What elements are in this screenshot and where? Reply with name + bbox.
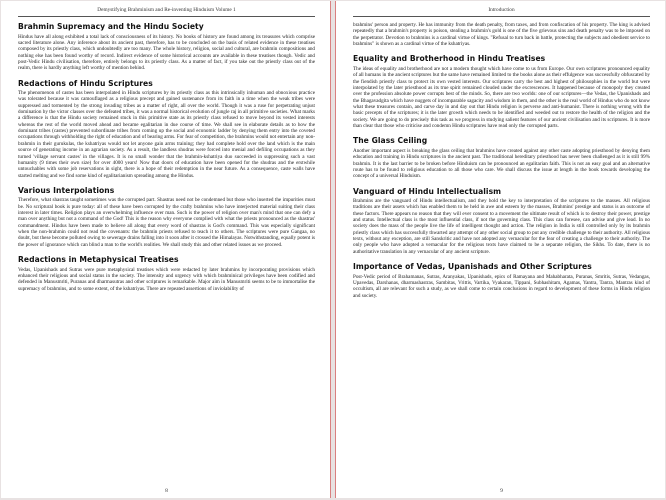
section-heading: Various Interpolations xyxy=(18,185,115,195)
body-paragraph: Post-Vedic period of Brahamanas, Sutras, Aranyakas, Upanishads, epics of Ramayana and Mahabharata, Puranas, Smritis, Sutras, Vedangas, Upavedas, Darshanas, dharmashastras, Sambitas, Vrittis, Vartika, Vyakaran, Tippani, Subhashitam, Agamas, Yantra, Tantra, Mantras kind of occultism, all are relevant for such a study, as we shall come to certain conclusions in regard to development of these forms in Hindu religion and society. xyxy=(353,273,650,299)
page-content xyxy=(353,22,650,299)
page-content xyxy=(18,22,315,292)
section-heading: The Glass Ceiling xyxy=(353,136,428,146)
body-paragraph: The phenomenon of castes has been interpolated in Hindu scriptures by its priestly class as this intrinsically inhuman and obnoxious practice was tolerated because it was camouflaged as a religious precept and gained sustenance from its faith in a time when the weak tribes were suppressed and tormented by the strong invading tribes as a matter of right, all over the world. Though it was a ruse for perpetrating unjust domination by the victor classes over the defeated tribes, it was a normal historical evolution of jungle raj in all primitive societies. What marks a difference is that the Hindu society remained stuck in this primitive state as its priestly class refused to move beyond its vested interests whereas the rest of the world moved ahead and became egalitarian in due course of time. We shall see in elaborate details as to how the dominant tribes (castes) prevented subordinate tribes from coming up the social and economic ladder by denying them entry into the coveted occupations through withholding the right of education and of bearing arms. For fear of competition, the brahmins would not entertain any non-brahmin in their gurukulas, the kshatriyas would not let anyone gain arms training; they had complete hold over the land which is the main source of generating income in an agrarian society. As a result, the landless shudras were forced into menial and defiling occupations as they turned 'village servant castes' in the villages. It is no small wonder that the brahmin-kshatriya duo succeeded in suppressing such a vast humanity (9 times their own size) for over 4000 years! Now that doors of education have been opened for the shudras and the erstwhile untouchables with some job reservations in sight, there is a hope of their redemption in the near future. As a consequence, caste walls have started melting and we find some kind of egalitarianism spreading among the Hindus. xyxy=(18,90,315,179)
section-heading: Vanguard of Hindu Intellectualism xyxy=(353,186,502,196)
body-paragraph: Brahmins are the vanguard of Hindu intellectualism, and they hold the key to interpretation of the scriptures to the masses. All religious traditions are their assets which has enabled them to be held in awe and esteem by the masses, Brahmins' prestige and status is an outcome of these factors. There appears no reason that they will ever consent to a movement the ultimate result of which is to destroy their power, prestige and status. Intellectual class is the most influential class, if not the governing class. This class can foresee, can advise and give lead. In no society does the mass of the people live the life of intelligent thought and action. The religion in India is still controlled only by its brahmin priestly class which has successfully thwarted any attempt of any other social group to put any credible challenge to their authority. All religious texts, without any exception, are still Sanskritic and have not adopted any vernacular for the fear of creating a challenge to their authority. The only people who have adopted a vernacular for the religious texts have claimed to be a separate religion, the Sikhs. To date, there is no authoritative translation in any vernacular of any ancient scripture. xyxy=(353,198,650,255)
body-paragraph: The ideas of equality and brotherhood are not a modern thought which have come to us from Europe. Our own scriptures pronounced equality of all humans in the ancient scriptures but the same have remained limited to the books alone as their effulgence was successfully obfuscated by the fiendish priestly class to protect its own vested interests. Our scriptures carry the best and highest of philosophies in the world but were interpolated by the later priesthood as its true spirit remained clouded under the excrescences. It happened because of monopoly they created over the profession absolute power corrupts best of the minds. So, there are two worlds: one of our scriptures—the Vedas, the Upanishads and the Bhagavadgita which have nuggets of incomparable sagacity and wisdom in them, and the other is the real world of Hindus who do not know what these treasures contain, and carve day in and day out that Hindu religion is perverse and anti-humanist. There is nothing wrong with the basic precepts of the scriptures; it is the later growth which needs to be identified and weeded out to restore the health of the religion and the society. We are going to do precisely this task as we progress in studying salient features of our ancient civilisation and its scriptures. It is more than clear that those who criticise and condemn Hindu scriptures have read only the corrupted parts. xyxy=(353,65,650,129)
section-heading: Equality and Brotherhood in Hindu Treatises xyxy=(353,54,546,64)
right-page xyxy=(335,1,665,498)
running-head: Introduction xyxy=(353,1,650,17)
body-paragraph: Therefore, what shastras taught sometimes was the corrupted part. Shastras need not be condemned but those who inserted the impurities must be. No scriptural book is pure today: all of these have been corrupted by the crafty brahmins who have interjected material suiting their class interest in later times. Religion plays an overwhelming influence over man. Such is the power of religion over man's mind that one can defy a man over anything but not a command of the God! This is the reason why everyone complied with what the priests pronounced as the shastras' commandment. Hindus have been made to believe all along that every word of shastras is God's command. This was especially significant when the non-brahmin could not read the covenants: the brahmin priests refused to teach it to others. The scriptures were pure Gangaa, no doubt, but these become polluted owing to sewerage drains falling into it soon after it crossed the Himalayas. Notwithstanding, equally potent is the power of ignorance which can blind a man to the world's realities. We shall study this and other related issues as we proceed. xyxy=(18,197,315,248)
running-head: Demystifying Brahminism and Re-inventing Hinduism Volume 1 xyxy=(18,1,315,17)
page-number: 8 xyxy=(165,488,168,494)
section-heading: Redactions in Metaphysical Treatises xyxy=(18,255,179,265)
section-heading: Brahmin Supremacy and the Hindu Society xyxy=(18,22,204,31)
body-paragraph: brahmins' person and property. He has immunity from the death penalty, from taxes, and from confiscation of his property. The king is advised repeatedly that a brahmin's property is poison, stealing a brahmin's gold is one of the five grievous sins and death penalty was to be imposed on the perpetrator. Devotion to brahmins is a cardinal virtue of kings. "Refusal to turn back in battle, protecting the subjects and obedient service to brahmins" is shown as a cardinal virtue of the kshatriyas. xyxy=(353,22,650,48)
section-heading: Redactions of Hindu Scriptures xyxy=(18,78,153,88)
section-heading: Importance of Vedas, Upanishads and Other Scriptures xyxy=(353,262,592,272)
body-paragraph: Vedas, Upanishads and Sutras were pure metaphysical treatises which were redacted by later brahmins by incorporating provisions which enhanced their religious and social status in the society. The intensity and urgency with which brahminical privileges have been codified and defended in Manusmriti, Puranas and dharmasutras and other scriptures is remarkable. Major aim in Manusmriti seems to be to immortalise the supremacy of brahmins, and to some extent, of the kshatriyas. There are repeated assertions of inviolability of xyxy=(18,266,315,292)
body-paragraph: Another important aspect is breaking the glass ceiling that brahmins have created against any other caste adopting priesthood by denying them education and training in Hindu scriptures in the ancient past. The traditional hereditary priesthood has never been challenged as it is still 99% brahmin. It is the last barrier to be broken before Hinduism can be pronounced an egalitarian faith. This is not an easy goal and an alternative route has to be found to religious education to all those who care. We shall discuss the issue at length in the book towards developing the concept of a universal Hinduism. xyxy=(353,147,650,180)
page-number: 9 xyxy=(500,488,503,494)
left-page xyxy=(1,1,331,498)
body-paragraph: Hindus have all along exhibited a total lack of consciousness of its history. No books of history are found among its treasures which comprise sacred literature alone. Any inference about its ancient past, therefore, has to be concluded on the basis of related evidence in these treatises composed by its priestly class, which undoubtedly are too many. The whole history, religion, social and cultural, are brahmin compositions and nothing else has been found worthy of record. Indirect evidence of some historical accounts are available in these treatises though. Vedic and post-Vedic Hindu civilisation, therefore, entirely belongs to its priestly class. As a matter of fact, if you take out the priestly class out of the realm, there is hardly anything left worthy of mention behind. xyxy=(18,33,315,72)
